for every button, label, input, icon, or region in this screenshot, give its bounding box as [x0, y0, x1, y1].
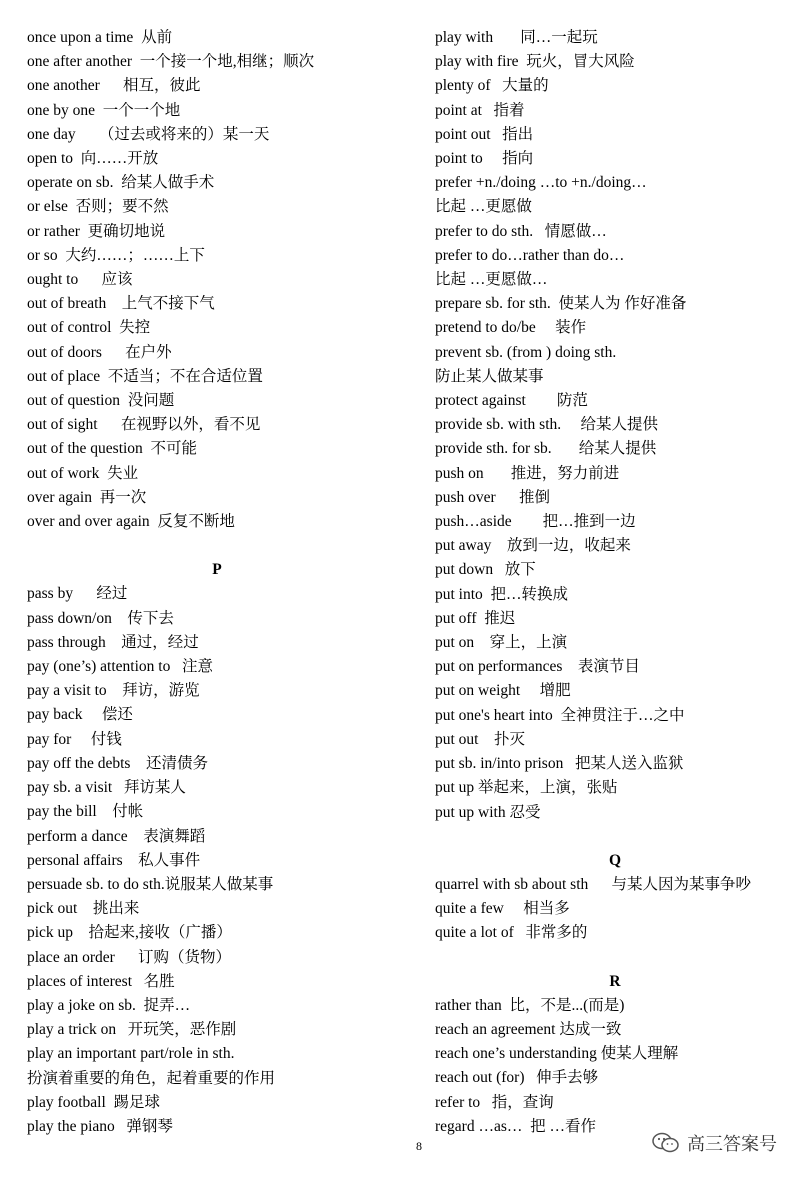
vocab-entry: point at 指着 — [435, 101, 525, 119]
vocab-entry: prepare sb. for sth. 使某人为 作好准备 — [435, 295, 687, 313]
vocab-entry: reach one’s understanding 使某人理解 — [435, 1045, 679, 1063]
vocab-entry: one another 相互，彼此 — [27, 77, 201, 95]
vocab-entry: ought to 应该 — [27, 271, 133, 289]
vocab-entry: point to 指向 — [435, 150, 534, 168]
vocab-entry: pay sb. a visit 拜访某人 — [27, 779, 186, 797]
vocab-entry: operate on sb. 给某人做手术 — [27, 174, 215, 192]
vocab-entry: play an important part/role in sth. — [27, 1045, 235, 1063]
vocab-entry: reach out (for) 伸手去够 — [435, 1069, 599, 1087]
vocab-entry: push on 推进，努力前进 — [435, 464, 620, 482]
vocab-entry: out of sight 在视野以外，看不见 — [27, 416, 261, 434]
vocab-entry: pay for 付钱 — [27, 730, 122, 748]
vocab-entry: put on weight 增肥 — [435, 682, 571, 700]
vocab-entry: put on 穿上，上演 — [435, 634, 568, 652]
vocab-entry: one day （过去或将来的）某一天 — [27, 125, 270, 143]
vocab-entry: provide sb. with sth. 给某人提供 — [435, 416, 659, 434]
vocab-entry: put away 放到一边，收起来 — [435, 537, 631, 555]
vocab-entry: out of the question 不可能 — [27, 440, 198, 458]
vocab-entry: out of doors 在户外 — [27, 343, 172, 361]
vocab-entry: out of control 失控 — [27, 319, 151, 337]
section-heading-q: Q — [608, 851, 622, 869]
vocab-entry: 比起 …更愿做 — [435, 198, 532, 216]
vocab-entry: pass through 通过，经过 — [27, 633, 199, 651]
vocab-entry: put down 放下 — [435, 561, 536, 579]
watermark-text: 高三答案号 — [687, 1134, 777, 1155]
vocab-entry: over and over again 反复不断地 — [27, 513, 235, 531]
vocab-entry: pay off the debts 还清债务 — [27, 754, 208, 772]
vocab-entry: point out 指出 — [435, 125, 534, 143]
vocab-entry: out of place 不适当；不在合适位置 — [27, 367, 263, 385]
vocab-entry: reach an agreement 达成一致 — [435, 1020, 622, 1038]
vocab-entry: place an order 订购（货物） — [27, 948, 232, 966]
vocab-entry: pick out 挑出来 — [27, 900, 140, 918]
vocab-entry: or so 大约……；……上下 — [27, 246, 205, 264]
right-column — [435, 26, 795, 1139]
vocab-entry: pick up 拾起来,接收（广播） — [27, 924, 232, 942]
vocab-entry: pass down/on 传下去 — [27, 609, 174, 627]
vocab-entry: or rather 更确切地说 — [27, 222, 166, 240]
vocab-entry: push…aside 把…推到一边 — [435, 513, 636, 531]
o-entries — [27, 26, 407, 534]
watermark — [651, 1130, 777, 1156]
vocab-entry: quarrel with sb about sth 与某人因为某事争吵 — [435, 875, 752, 893]
left-column — [27, 26, 407, 1139]
vocab-entry: regard …as… 把 …看作 — [435, 1117, 596, 1135]
vocab-entry: perform a dance 表演舞蹈 — [27, 827, 206, 845]
vocab-entry: protect against 防范 — [435, 392, 588, 410]
vocab-entry: out of breath 上气不接下气 — [27, 295, 215, 313]
r-entries — [435, 994, 795, 1139]
vocab-entry: one after another 一个接一个地,相继；顺次 — [27, 53, 315, 71]
vocab-entry: places of interest 名胜 — [27, 972, 175, 990]
vocab-entry: prefer to do…rather than do… — [435, 246, 625, 264]
vocab-entry: prevent sb. (from ) doing sth. — [435, 343, 617, 361]
vocab-entry: personal affairs 私人事件 — [27, 851, 201, 869]
vocab-entry: open to 向……开放 — [27, 150, 159, 168]
vocab-entry: plenty of 大量的 — [435, 77, 549, 95]
vocab-entry: over again 再一次 — [27, 488, 147, 506]
vocab-entry: put out 扑灭 — [435, 730, 525, 748]
vocab-entry: pretend to do/be 装作 — [435, 319, 587, 337]
vocab-entry: 比起 …更愿做… — [435, 271, 548, 289]
vocab-entry: put up 举起来，上演，张贴 — [435, 779, 618, 797]
vocab-entry: quite a few 相当多 — [435, 900, 570, 918]
section-heading-r: R — [609, 972, 621, 990]
vocab-entry: play football 踢足球 — [27, 1093, 161, 1111]
vocab-entry: prefer to do sth. 情愿做… — [435, 222, 607, 240]
vocab-entry: play a trick on 开玩笑，恶作剧 — [27, 1021, 237, 1039]
vocab-entry: pay back 偿还 — [27, 706, 133, 724]
vocab-entry: put up with 忍受 — [435, 803, 541, 821]
vocab-entry: put one's heart into 全神贯注于…之中 — [435, 706, 685, 724]
vocab-entry: prefer +n./doing …to +n./doing… — [435, 174, 647, 192]
vocab-entry: put on performances 表演节目 — [435, 658, 640, 676]
vocab-entry: out of question 没问题 — [27, 392, 175, 410]
vocab-entry: refer to 指，查询 — [435, 1093, 554, 1111]
vocab-entry: pass by 经过 — [27, 585, 128, 603]
vocab-entry: play with 同…一起玩 — [435, 29, 598, 46]
vocab-entry: put into 把…转换成 — [435, 585, 569, 603]
vocab-entry: once upon a time 从前 — [27, 29, 173, 46]
vocab-entry: rather than 比，不是...(而是) — [435, 996, 625, 1014]
vocab-entry: pay a visit to 拜访，游览 — [27, 682, 200, 700]
vocab-entry: push over 推倒 — [435, 488, 550, 506]
vocab-entry: provide sth. for sb. 给某人提供 — [435, 440, 657, 458]
wechat-icon — [651, 1131, 681, 1155]
vocab-entry: put off 推迟 — [435, 609, 516, 627]
vocab-entry: play with fire 玩火，冒大风险 — [435, 53, 635, 71]
section-heading-p: P — [212, 561, 222, 579]
vocab-entry: put sb. in/into prison 把某人送入监狱 — [435, 755, 684, 773]
vocab-entry: 防止某人做某事 — [435, 367, 544, 385]
vocab-entry: 扮演着重要的角色，起着重要的作用 — [27, 1069, 276, 1087]
vocab-entry: play a joke on sb. 捉弄… — [27, 996, 191, 1014]
p-entries-continued — [435, 26, 795, 825]
page-number: 8 — [416, 1139, 422, 1153]
vocab-entry: one by one 一个一个地 — [27, 101, 181, 119]
vocab-entry: pay the bill 付帐 — [27, 803, 144, 821]
vocab-entry: out of work 失业 — [27, 464, 139, 482]
vocab-entry: pay (one’s) attention to 注意 — [27, 658, 213, 676]
vocab-entry: or else 否则；要不然 — [27, 198, 169, 216]
vocab-entry: quite a lot of 非常多的 — [435, 924, 588, 942]
p-entries — [27, 582, 407, 1139]
vocab-entry: persuade sb. to do sth.说服某人做某事 — [27, 875, 274, 893]
vocab-entry: play the piano 弹钢琴 — [27, 1117, 173, 1135]
q-entries — [435, 873, 795, 946]
